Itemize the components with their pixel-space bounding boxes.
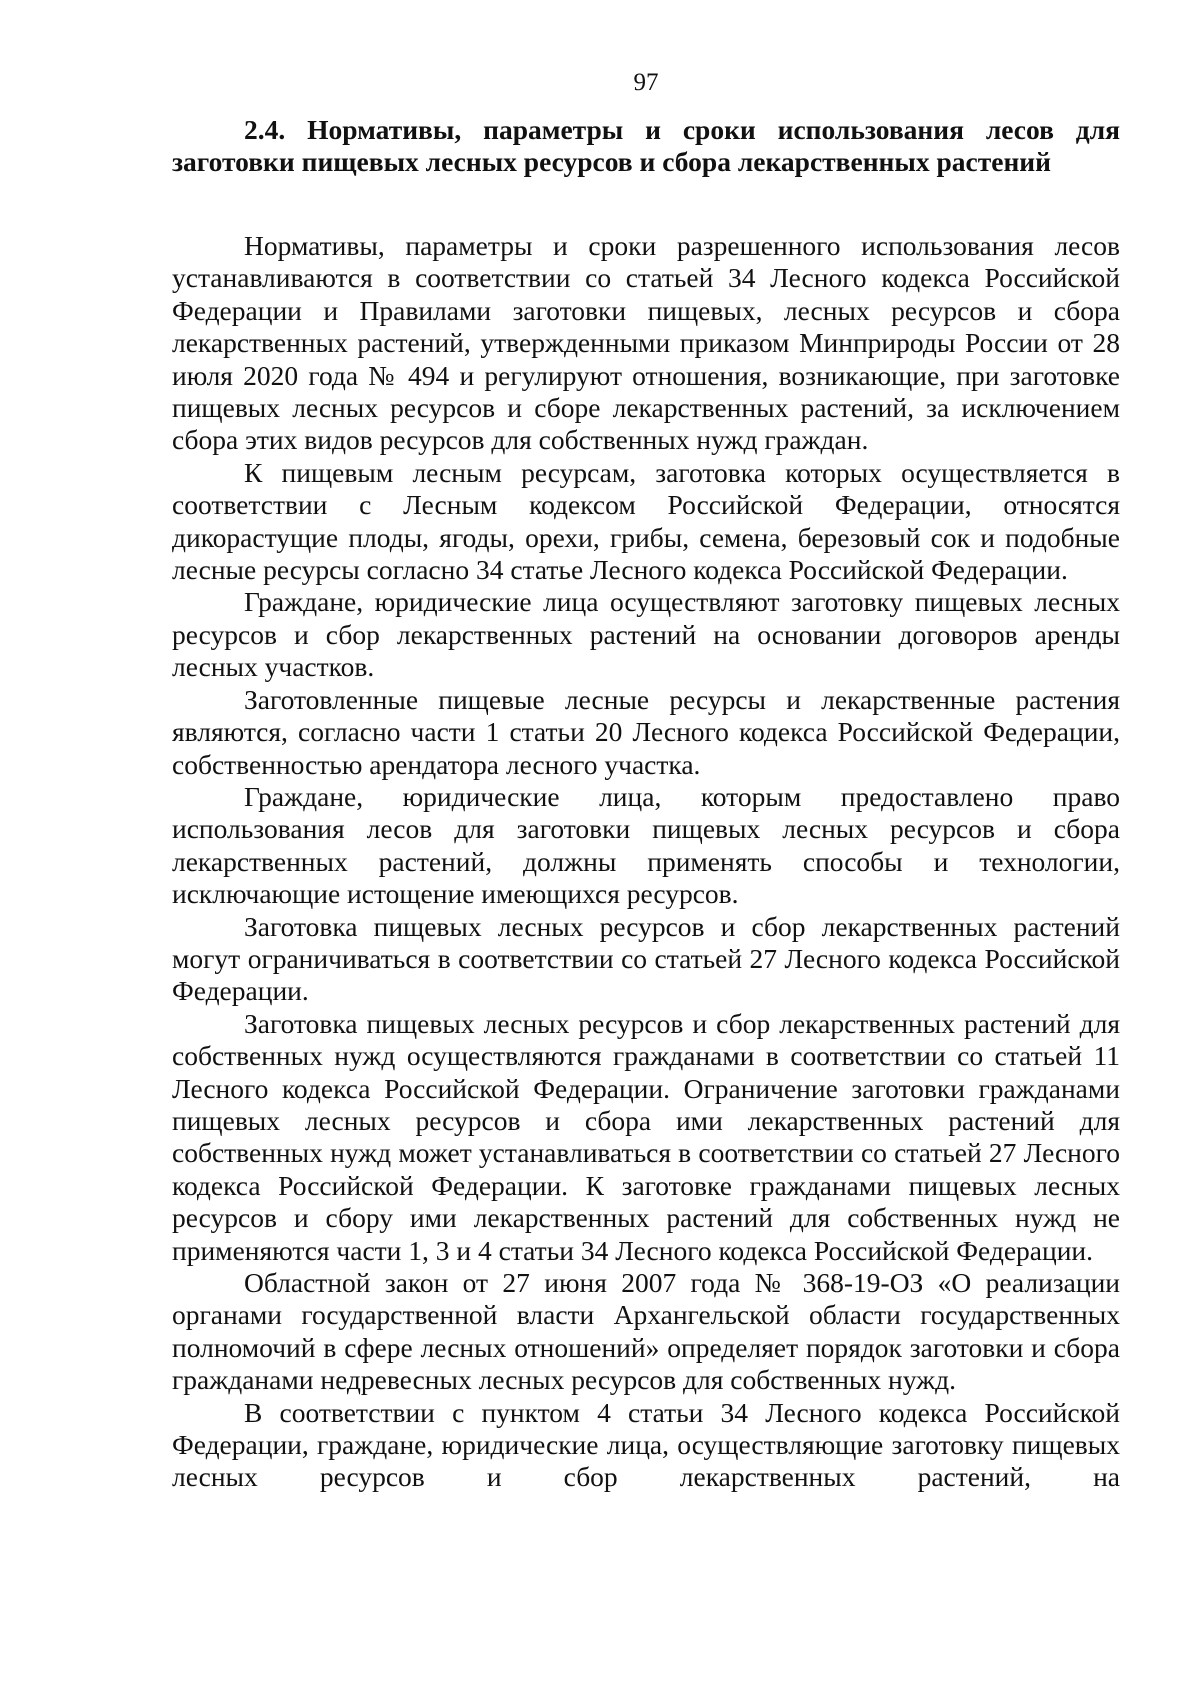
paragraph: В соответствии с пунктом 4 статьи 34 Лесного кодекса Российской Федерации, граждане, юридические лица, осуществляющие заготовку пищевых лесных ресурсов и сбор лекарственных растений, на (172, 1396, 1120, 1493)
paragraph: Областной закон от 27 июня 2007 года № 368-19-ОЗ «О реализации органами государственной власти Архангельской области государственных полномочий в сфере лесных отношений» определяет порядок заготовки и сбора гражданами недревесных лесных ресурсов для собственных нужд. (172, 1267, 1120, 1396)
paragraph: Заготовка пищевых лесных ресурсов и сбор лекарственных растений для собственных нужд осуществляются гражданами в соответствии со статьей 11 Лесного кодекса Российской Федерации. Ограничение заготовки гражданами пищевых лесных ресурсов и сбора ими лекарственных растений для собственных нужд может устанавливаться в соответствии со статьей 27 Лесного кодекса Российской Федерации. К заготовке гражданами пищевых лесных ресурсов и сбору ими лекарственных растений для собственных нужд не применяются части 1, 3 и 4 статьи 34 Лесного кодекса Российской Федерации. (172, 1007, 1120, 1266)
paragraph: К пищевым лесным ресурсам, заготовка которых осуществляется в соответствии с Лесным кодексом Российской Федерации, относятся дикорастущие плоды, ягоды, орехи, грибы, семена, березовый сок и подобные лесные ресурсы согласно 34 статье Лесного кодекса Российской Федерации. (172, 456, 1120, 586)
paragraph: Граждане, юридические лица, которым предоставлено право использования лесов для заготовки пищевых лесных ресурсов и сбора лекарственных растений, должны применять способы и технологии, исключающие истощение имеющихся ресурсов. (172, 780, 1120, 910)
page-number: 97 (633, 69, 659, 96)
paragraph: Нормативы, параметры и сроки разрешенного использования лесов устанавливаются в соответствии со статьей 34 Лесного кодекса Российской Федерации и Правилами заготовки пищевых, лесных ресурсов и сбора лекарственных растений, утвержденными приказом Минприроды России от 28 июля 2020 года № 494 и регулируют отношения, возникающие, при заготовке пищевых лесных ресурсов и сборе лекарственных растений, за исключением сбора этих видов ресурсов для собственных нужд граждан. (172, 230, 1120, 456)
paragraph: Граждане, юридические лица осуществляют заготовку пищевых лесных ресурсов и сбор лекарственных растений на основании договоров аренды лесных участков. (172, 586, 1120, 683)
section-title: 2.4. Нормативы, параметры и сроки использования лесов для заготовки пищевых лесных ресурсов и сбора лекарственных растений (172, 114, 1120, 177)
paragraph: Заготовка пищевых лесных ресурсов и сбор лекарственных растений могут ограничиваться в соответствии со статьей 27 Лесного кодекса Российской Федерации. (172, 910, 1120, 1007)
paragraph: Заготовленные пищевые лесные ресурсы и лекарственные растения являются, согласно части 1 статьи 20 Лесного кодекса Российской Федерации, собственностью арендатора лесного участка. (172, 683, 1120, 780)
